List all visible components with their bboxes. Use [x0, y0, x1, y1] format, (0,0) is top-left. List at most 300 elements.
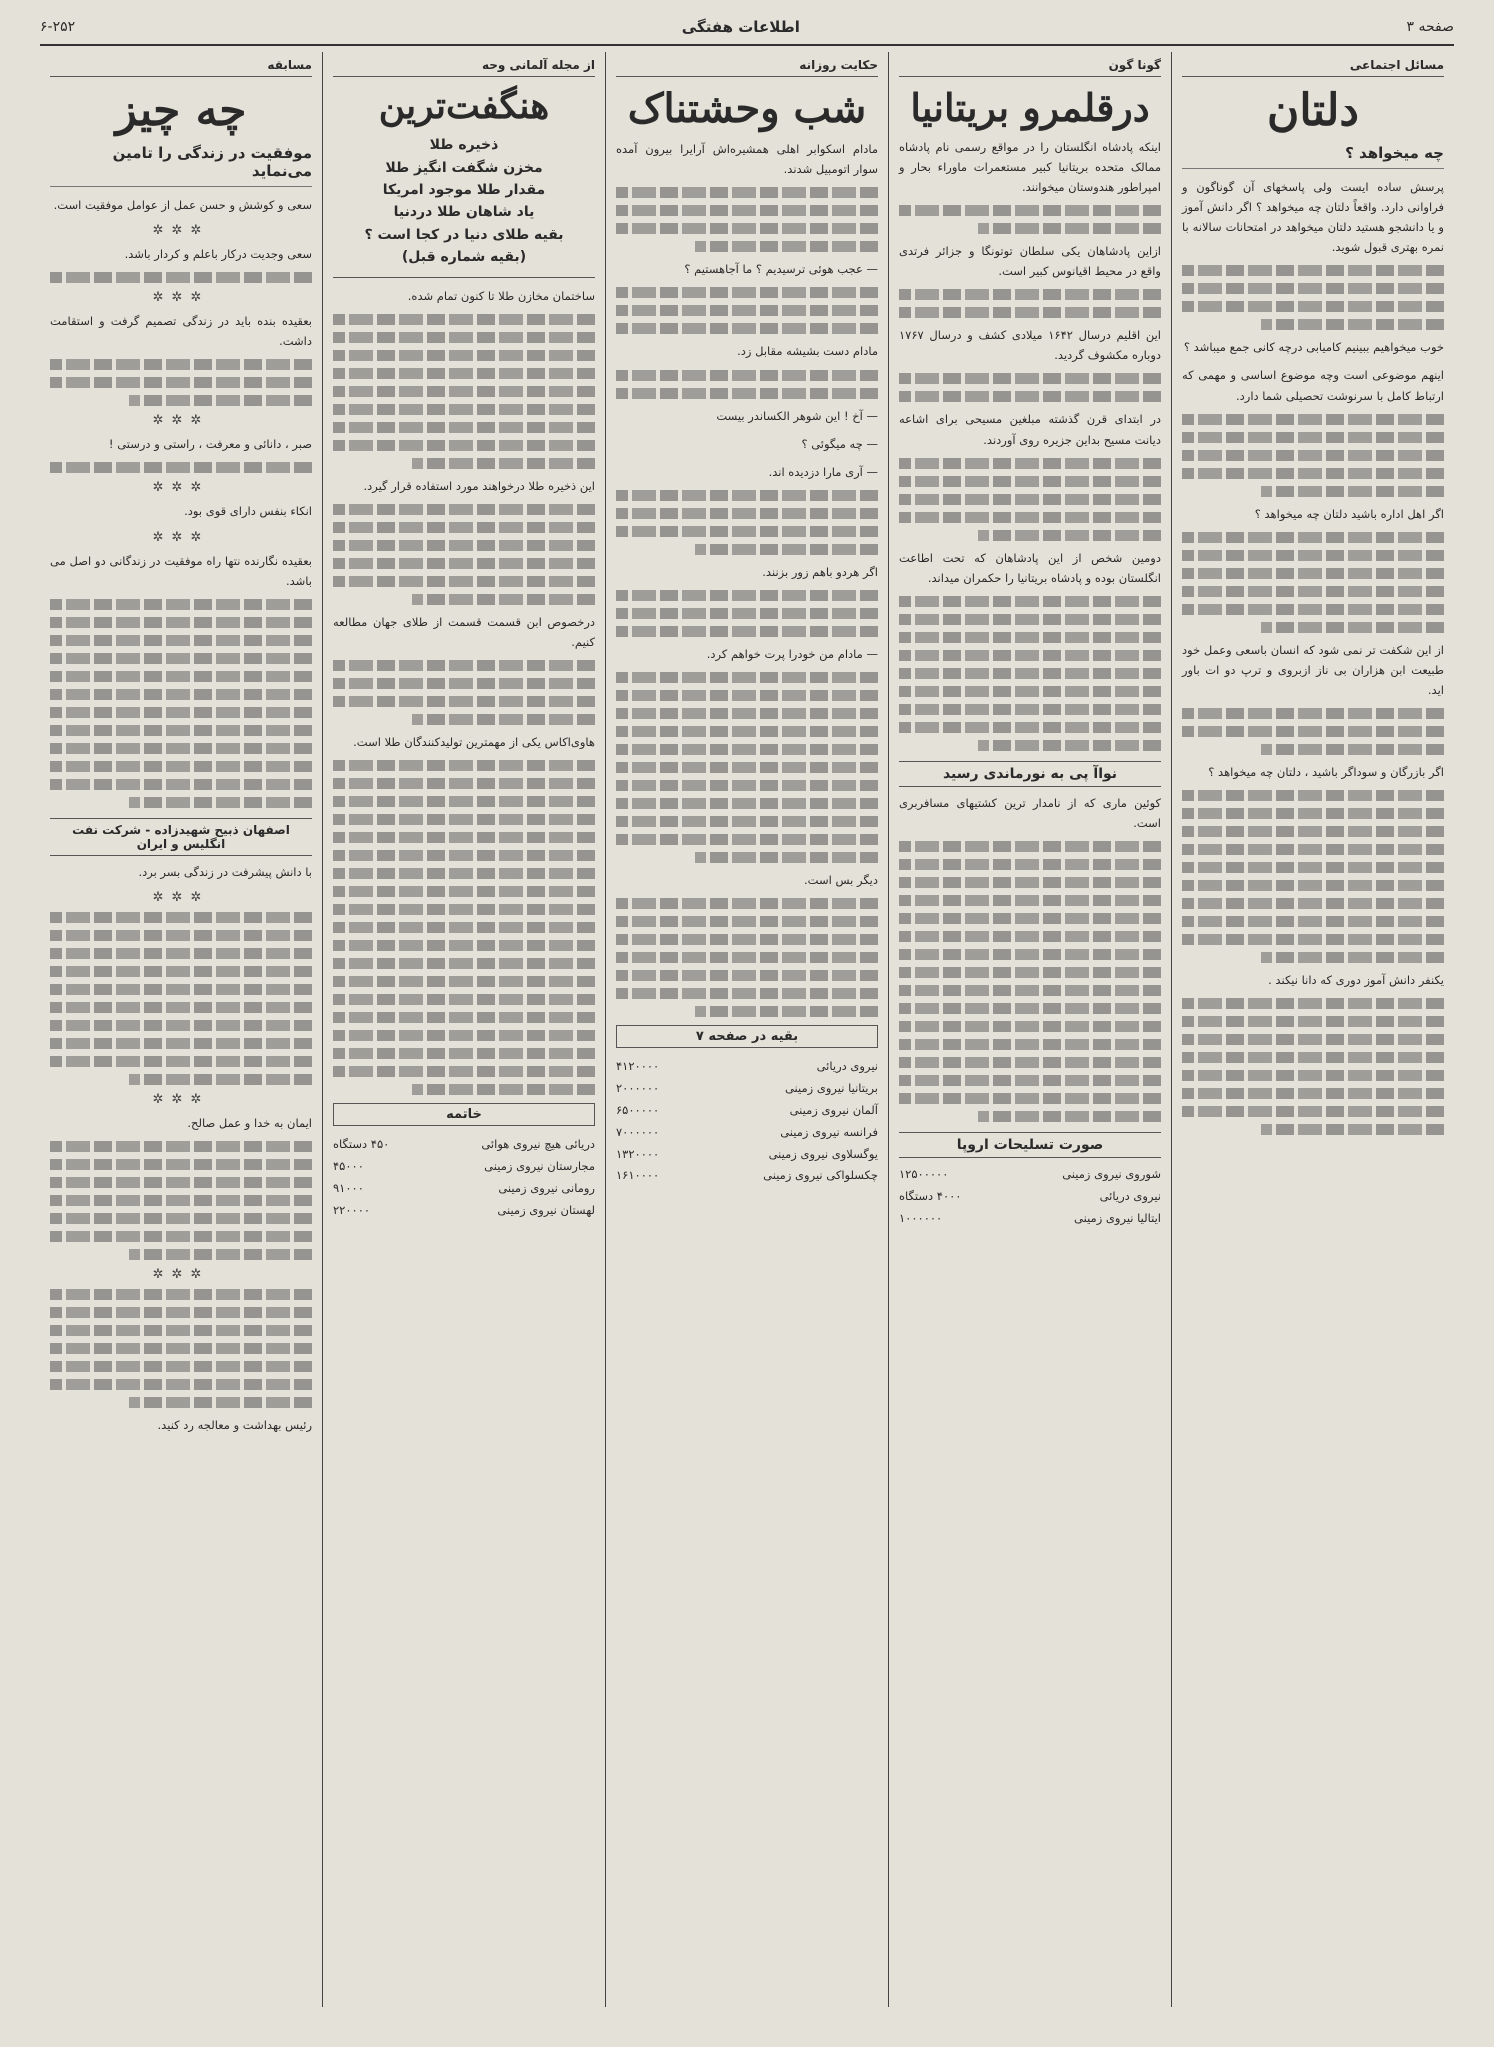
column-terrible-night	[605, 52, 888, 2007]
article-paragraph: دومین شخص از این پادشاهان که تحت اطاعت انگلستان بوده و پادشاه بریتانیا را حکمران میداند.	[899, 550, 1161, 585]
star-separator: ✲✲✲	[152, 1091, 210, 1107]
text-line	[1182, 726, 1444, 737]
headline: شب وحشتناک	[627, 85, 867, 132]
table-cell-label: فرانسه نیروی زمینی	[780, 1124, 878, 1139]
kicker: از مجله آلمانی وحه	[333, 52, 595, 77]
armaments-table	[616, 1056, 878, 1187]
text-line	[50, 635, 312, 646]
text-line	[978, 530, 1161, 541]
table-cell-label: بریتانیا نیروی زمینی	[784, 1081, 878, 1096]
table-cell-value: ۷۰۰۰۰۰۰	[616, 1124, 660, 1139]
text-line	[50, 779, 312, 790]
text-line	[899, 596, 1161, 607]
text-line	[412, 594, 595, 605]
text-line	[50, 1141, 312, 1152]
text-line	[1261, 319, 1444, 330]
text-line	[50, 653, 312, 664]
subheadline: موفقیت در زندگی را تامین می‌نماید	[50, 144, 312, 187]
table-row	[616, 1144, 878, 1166]
text-line	[616, 205, 878, 216]
article-paragraph: اینهم موضوعی است وچه موضوع اساسی و مهمی که ارتباط کامل با سرنوشت تحصیلی شما دارد.	[1182, 368, 1444, 403]
text-line	[333, 778, 595, 789]
kicker: حکایت روزانه	[616, 52, 878, 77]
text-line	[899, 512, 1161, 523]
dialogue-line: — چه میگوئی ؟	[801, 436, 878, 451]
text-line	[50, 1343, 312, 1354]
text-line	[1261, 1124, 1444, 1135]
table-cell-label: رومانی نیروی زمینی	[498, 1180, 595, 1195]
text-line	[616, 508, 878, 519]
text-line	[333, 332, 595, 343]
table-cell-value: ۲۰۰۰۰۰۰	[616, 1081, 660, 1096]
text-line	[899, 949, 1161, 960]
text-line	[129, 797, 312, 808]
table-cell-label: دریائی هیچ نیروی هوائی	[481, 1137, 595, 1152]
table-row	[333, 1134, 595, 1156]
text-line	[695, 544, 878, 555]
table-cell-label: نیروی دریائی	[816, 1059, 878, 1074]
text-line	[50, 377, 312, 388]
text-line	[1182, 862, 1444, 873]
text-line	[1182, 1088, 1444, 1099]
text-line	[899, 1075, 1161, 1086]
table-cell-value: ۶۵۰۰۰۰۰	[616, 1102, 660, 1117]
text-line	[333, 976, 595, 987]
text-line	[1182, 844, 1444, 855]
text-line	[616, 526, 878, 537]
article-paragraph: هاوی‌اکاس یکی از مهمترین تولیدکنندگان طلا است.	[353, 735, 595, 750]
text-line	[616, 816, 878, 827]
article-paragraph: درخصوص ابن قسمت قسمت از طلای جهان مطالعه کنیم.	[333, 614, 595, 649]
text-line	[333, 440, 595, 451]
text-line	[899, 1021, 1161, 1032]
article-paragraph: یکنفر دانش آموز دوری که دانا نیکند .	[1268, 973, 1444, 988]
table-cell-label: نیروی دریائی	[1099, 1189, 1161, 1204]
text-line	[333, 832, 595, 843]
text-line	[333, 814, 595, 825]
deck-line: (بقیه شماره قبل)	[401, 249, 527, 266]
deck-line: مخزن شگفت انگیز طلا	[385, 159, 543, 176]
text-line	[50, 1056, 312, 1067]
subheadline: نواآ پی به نورماندی رسید	[899, 761, 1161, 787]
continued-on-page-7: بقیه در صفحه ۷	[616, 1025, 878, 1048]
text-line	[333, 760, 595, 771]
text-line	[899, 1039, 1161, 1050]
text-line	[333, 660, 595, 671]
text-line	[333, 1030, 595, 1041]
text-line	[129, 1074, 312, 1085]
column-largest-gold-reserve	[322, 52, 605, 2007]
table-row	[899, 1208, 1161, 1230]
text-line	[1182, 283, 1444, 294]
text-line	[1182, 450, 1444, 461]
table-row	[333, 1156, 595, 1178]
armaments-table	[333, 1134, 595, 1221]
text-line	[695, 1006, 878, 1017]
text-line	[616, 798, 878, 809]
text-line	[50, 948, 312, 959]
text-line	[1182, 1052, 1444, 1063]
text-line	[899, 632, 1161, 643]
text-line	[899, 205, 1161, 216]
text-line	[616, 988, 878, 999]
text-line	[129, 395, 312, 406]
text-line	[50, 1002, 312, 1013]
masthead: اطلاعات هفتگی	[681, 18, 800, 36]
text-line	[333, 386, 595, 397]
table-cell-label: شوروی نیروی زمینی	[1062, 1167, 1161, 1182]
text-line	[50, 689, 312, 700]
text-line	[899, 704, 1161, 715]
text-line	[1182, 1106, 1444, 1117]
column-contest	[40, 52, 322, 2007]
table-row	[333, 1200, 595, 1222]
text-line	[333, 994, 595, 1005]
text-line	[616, 916, 878, 927]
text-line	[333, 1012, 595, 1023]
table-cell-label: چکسلواکی نیروی زمینی	[763, 1168, 878, 1183]
text-line	[978, 223, 1161, 234]
text-line	[50, 984, 312, 995]
text-line	[899, 877, 1161, 888]
text-line	[50, 1213, 312, 1224]
page-number: ۶-۲۵۲	[40, 19, 76, 35]
text-line	[333, 904, 595, 915]
article-paragraph: دیگر بس است.	[804, 873, 878, 888]
text-line	[1182, 301, 1444, 312]
text-line	[50, 743, 312, 754]
table-row	[899, 1186, 1161, 1208]
text-line	[50, 930, 312, 941]
table-row	[616, 1100, 878, 1122]
text-line	[899, 614, 1161, 625]
article-paragraph: بعقیده بنده باید در زندگی تصمیم گرفت و استقامت داشت.	[50, 314, 312, 349]
text-line	[50, 966, 312, 977]
text-line	[1182, 1070, 1444, 1081]
text-line	[616, 834, 878, 845]
text-line	[899, 686, 1161, 697]
text-line	[333, 350, 595, 361]
dialogue-line: — مادام من خودرا پرت خواهم کرد.	[706, 647, 878, 661]
table-cell-label: لهستان نیروی زمینی	[497, 1202, 595, 1217]
text-line	[50, 1361, 312, 1372]
text-line	[1182, 568, 1444, 579]
text-line	[1182, 550, 1444, 561]
table-cell-label: مجارستان نیروی زمینی	[484, 1159, 595, 1173]
text-line	[333, 850, 595, 861]
deck-line: مقدار طلا موجود امریکا	[382, 181, 546, 198]
text-line	[50, 671, 312, 682]
divider	[333, 277, 595, 278]
text-line	[899, 494, 1161, 505]
text-line	[1182, 1034, 1444, 1045]
text-line	[333, 1066, 595, 1077]
text-line	[50, 1289, 312, 1300]
text-line	[616, 708, 878, 719]
text-line	[616, 672, 878, 683]
article-paragraph: با دانش پیشرفت در زندگی بسر برد.	[138, 864, 312, 879]
table-row	[899, 1164, 1161, 1186]
table-cell-value: ۱۰۰۰۰۰۰	[899, 1210, 943, 1225]
subheadline: چه میخواهد ؟	[1182, 144, 1444, 169]
table-cell-value: ۱۶۱۰۰۰۰	[616, 1168, 660, 1183]
text-line	[333, 540, 595, 551]
text-line	[50, 599, 312, 610]
table-cell-value: ۹۱۰۰۰	[333, 1180, 364, 1195]
kicker: مسابقه	[50, 52, 312, 77]
text-line	[50, 725, 312, 736]
text-line	[616, 388, 878, 399]
text-line	[616, 287, 878, 298]
article-paragraph: اگر بازرگان و سوداگر باشید ، دلتان چه میخواهد ؟	[1208, 765, 1444, 780]
text-line	[1261, 622, 1444, 633]
text-line	[616, 223, 878, 234]
text-line	[1182, 1016, 1444, 1027]
text-line	[1261, 744, 1444, 755]
text-line	[695, 852, 878, 863]
text-line	[616, 608, 878, 619]
text-line	[333, 886, 595, 897]
text-line	[129, 1397, 312, 1408]
text-line	[1182, 808, 1444, 819]
text-line	[899, 895, 1161, 906]
text-line	[616, 490, 878, 501]
text-line	[50, 272, 312, 283]
armaments-table	[899, 1164, 1161, 1230]
text-line	[899, 931, 1161, 942]
star-separator: ✲✲✲	[152, 222, 210, 238]
text-line	[50, 707, 312, 718]
table-cell-value: ۱۳۲۰۰۰۰	[616, 1146, 660, 1161]
deck-line: ذخیره طلا	[429, 137, 499, 154]
text-line	[616, 970, 878, 981]
table-row	[616, 1122, 878, 1144]
text-line	[616, 626, 878, 637]
headline: هنگفت‌ترین	[378, 85, 550, 127]
article-paragraph: پرسش ساده ایست ولی پاسخهای آن گوناگون و فراوانی دارد. واقعاً دلتان چه میخواهد ؟ اگر دانش آموز و یا دانشجو هستید دلتان میخواهد در امتحانات سالانه با نمره بهتری قبول شوید.	[1182, 179, 1444, 255]
text-line	[1182, 880, 1444, 891]
article-paragraph: — عجب هوئی ترسیدیم ؟ ما آجاهستیم ؟	[684, 262, 878, 277]
text-line	[50, 1379, 312, 1390]
deck-line: یاد شاهان طلا دردنیا	[393, 204, 535, 221]
text-line	[1182, 790, 1444, 801]
article-paragraph: اگر اهل اداره باشید دلتان چه میخواهد ؟	[1254, 506, 1444, 521]
text-line	[899, 668, 1161, 679]
box-title: صورت تسلیحات اروپا	[899, 1132, 1161, 1158]
text-line	[616, 952, 878, 963]
text-line	[333, 314, 595, 325]
text-line	[1182, 916, 1444, 927]
text-line	[333, 1048, 595, 1059]
text-line	[616, 590, 878, 601]
text-line	[1182, 468, 1444, 479]
text-line	[412, 458, 595, 469]
text-line	[695, 241, 878, 252]
text-line	[50, 1325, 312, 1336]
text-line	[50, 1307, 312, 1318]
star-separator: ✲✲✲	[152, 889, 210, 905]
table-cell-value: ۴۵۰ دستگاه	[333, 1137, 390, 1152]
text-line	[899, 985, 1161, 996]
star-separator: ✲✲✲	[152, 413, 210, 429]
article-paragraph: مادام اسکوابر اهلی همشیره‌اش آرایرا بیرون آمده سوار اتومبیل شدند.	[616, 142, 878, 177]
text-line	[899, 1003, 1161, 1014]
article-paragraph: ازاین پادشاهان یکی سلطان توتونگا و جزائر فرتدی واقع در محیط اقیانوس کبیر است.	[899, 243, 1161, 279]
page-header	[40, 10, 1454, 46]
text-line	[50, 1020, 312, 1031]
headline: دلتان	[1267, 85, 1359, 136]
table-cell-value: ۲۲۰۰۰۰	[333, 1202, 371, 1217]
table-cell-value: ۴۵۰۰۰	[333, 1159, 364, 1173]
article-paragraph: ایمان به خدا و عمل صالح.	[187, 1115, 312, 1130]
text-line	[50, 1038, 312, 1049]
text-line	[333, 404, 595, 415]
table-cell-value: ۴۱۲۰۰۰۰	[616, 1059, 660, 1074]
article-paragraph: این ذخیره طلا درخواهند مورد استفاده قرار گیرد.	[363, 478, 595, 493]
text-line	[616, 726, 878, 737]
text-line	[1182, 265, 1444, 276]
text-line	[333, 922, 595, 933]
text-line	[1182, 934, 1444, 945]
text-line	[899, 289, 1161, 300]
article-paragraph: مادام دست بشیشه مقابل زد.	[737, 344, 878, 359]
contributor-heading: اصفهان ذبیح شهیدزاده - شرکت نفت انگلیس و ایران	[50, 818, 312, 856]
article-paragraph: انکاء بنفس دارای قوی بود.	[184, 504, 312, 519]
text-line	[899, 391, 1161, 402]
text-line	[978, 1111, 1161, 1122]
text-line	[1182, 432, 1444, 443]
text-line	[616, 323, 878, 334]
text-line	[899, 841, 1161, 852]
kicker: مسائل اجتماعی	[1182, 52, 1444, 77]
article-paragraph: اینکه پادشاه انگلستان را در مواقع رسمی نام پادشاه ممالک متحده بریتانیا کبیر مستعمرات ماوراء بحار و امپراطور هندوستان میخوانند.	[899, 139, 1161, 194]
star-separator: ✲✲✲	[152, 290, 210, 306]
signature-line: رئیس بهداشت و معالجه رد کنید.	[157, 1418, 312, 1433]
article-paragraph: این اقلیم درسال ۱۶۴۲ میلادی کشف و درسال ۱۷۶۷ دوباره مکشوف گردید.	[899, 328, 1161, 363]
text-line	[1261, 952, 1444, 963]
text-line	[899, 967, 1161, 978]
article-end: خاتمه	[333, 1103, 595, 1126]
text-line	[333, 422, 595, 433]
text-line	[616, 187, 878, 198]
columns	[40, 52, 1454, 2007]
text-line	[616, 370, 878, 381]
text-line	[616, 898, 878, 909]
text-line	[129, 1249, 312, 1260]
article-paragraph: اگر هردو باهم زور بزنند.	[762, 564, 878, 579]
article-paragraph: خوب میخواهیم ببینیم کامیابی درچه کانی جمع میباشد ؟	[1183, 340, 1444, 355]
star-separator: ✲✲✲	[152, 1267, 210, 1283]
text-line	[1182, 414, 1444, 425]
article-paragraph: ساختمان مخازن طلا تا کنون تمام شده.	[407, 288, 595, 303]
table-cell-value: ۴۰۰۰ دستگاه	[899, 1189, 962, 1204]
text-line	[50, 761, 312, 772]
text-line	[616, 690, 878, 701]
kicker: گونا گون	[899, 52, 1161, 77]
text-line	[333, 678, 595, 689]
deck-line: بقیه طلای دنیا در کجا است ؟	[364, 226, 564, 243]
text-line	[899, 913, 1161, 924]
article-paragraph: صبر ، دانائی و معرفت ، راستی و درستی !	[108, 437, 312, 452]
text-line	[50, 1159, 312, 1170]
text-line	[899, 859, 1161, 870]
dialogue-line: — آخ ! این شوهر الکساندر بیست	[716, 408, 878, 423]
text-line	[899, 307, 1161, 318]
text-line	[616, 744, 878, 755]
table-cell-label: آلمان نیروی زمینی	[789, 1102, 878, 1117]
text-line	[50, 462, 312, 473]
text-line	[1182, 532, 1444, 543]
text-line	[50, 1231, 312, 1242]
table-cell-label: ایتالیا نیروی زمینی	[1074, 1210, 1161, 1225]
text-line	[1182, 586, 1444, 597]
table-row	[333, 1178, 595, 1200]
column-social-issues	[1171, 52, 1454, 2007]
table-row	[616, 1056, 878, 1078]
text-line	[899, 650, 1161, 661]
text-line	[1182, 998, 1444, 1009]
text-line	[50, 1195, 312, 1206]
star-separator: ✲✲✲	[152, 529, 210, 545]
text-line	[899, 1057, 1161, 1068]
text-line	[50, 912, 312, 923]
text-line	[333, 958, 595, 969]
article-paragraph: از این شکفت تر نمی شود که انسان باسعی وعمل خود طبیعت ابن هزاران بی ناز ازبروی و ترپ دو ات باور اید.	[1182, 642, 1444, 698]
text-line	[412, 714, 595, 725]
table-row	[616, 1078, 878, 1100]
text-line	[616, 934, 878, 945]
article-paragraph: سعی و کوشش و حسن عمل از عوامل موفقیت است.	[53, 197, 312, 212]
text-line	[333, 558, 595, 569]
text-line	[333, 696, 595, 707]
text-line	[899, 1093, 1161, 1104]
text-line	[899, 373, 1161, 384]
text-line	[412, 1084, 595, 1095]
headline: درقلمرو بریتانیا	[910, 85, 1150, 130]
column-british-realm	[888, 52, 1171, 2007]
table-cell-label: یوگسلاوی نیروی زمینی	[768, 1146, 878, 1161]
text-line	[978, 740, 1161, 751]
article-paragraph: بعقیده نگارنده نتها راه موفقیت در زندگانی دو اصل می باشد.	[50, 553, 312, 588]
table-cell-value: ۱۲۵۰۰۰۰۰	[899, 1167, 949, 1182]
text-line	[333, 796, 595, 807]
article-paragraph: در ابتدای قرن گذشته مبلغین مسیحی برای اشاعه دیانت مسیح بداین جزیره روی آوردند.	[899, 412, 1161, 447]
text-line	[1182, 826, 1444, 837]
text-line	[333, 522, 595, 533]
text-line	[616, 780, 878, 791]
star-separator: ✲✲✲	[152, 480, 210, 496]
text-line	[899, 476, 1161, 487]
page-label: صفحه ۳	[1406, 19, 1454, 35]
text-line	[1182, 898, 1444, 909]
text-line	[50, 1177, 312, 1188]
text-line	[616, 762, 878, 773]
text-line	[333, 868, 595, 879]
text-line	[333, 940, 595, 951]
text-line	[333, 504, 595, 515]
dialogue-line: — آری مارا دزدیده اند.	[768, 464, 878, 479]
text-line	[333, 576, 595, 587]
text-line	[899, 458, 1161, 469]
text-line	[50, 617, 312, 628]
article-paragraph: کوئین ماری که از نامدار ترین کشتیهای مسافربری است.	[899, 795, 1161, 831]
headline: چه چیز	[115, 85, 247, 136]
text-line	[333, 368, 595, 379]
text-line	[50, 359, 312, 370]
text-line	[1261, 486, 1444, 497]
text-line	[1182, 708, 1444, 719]
text-line	[1182, 604, 1444, 615]
